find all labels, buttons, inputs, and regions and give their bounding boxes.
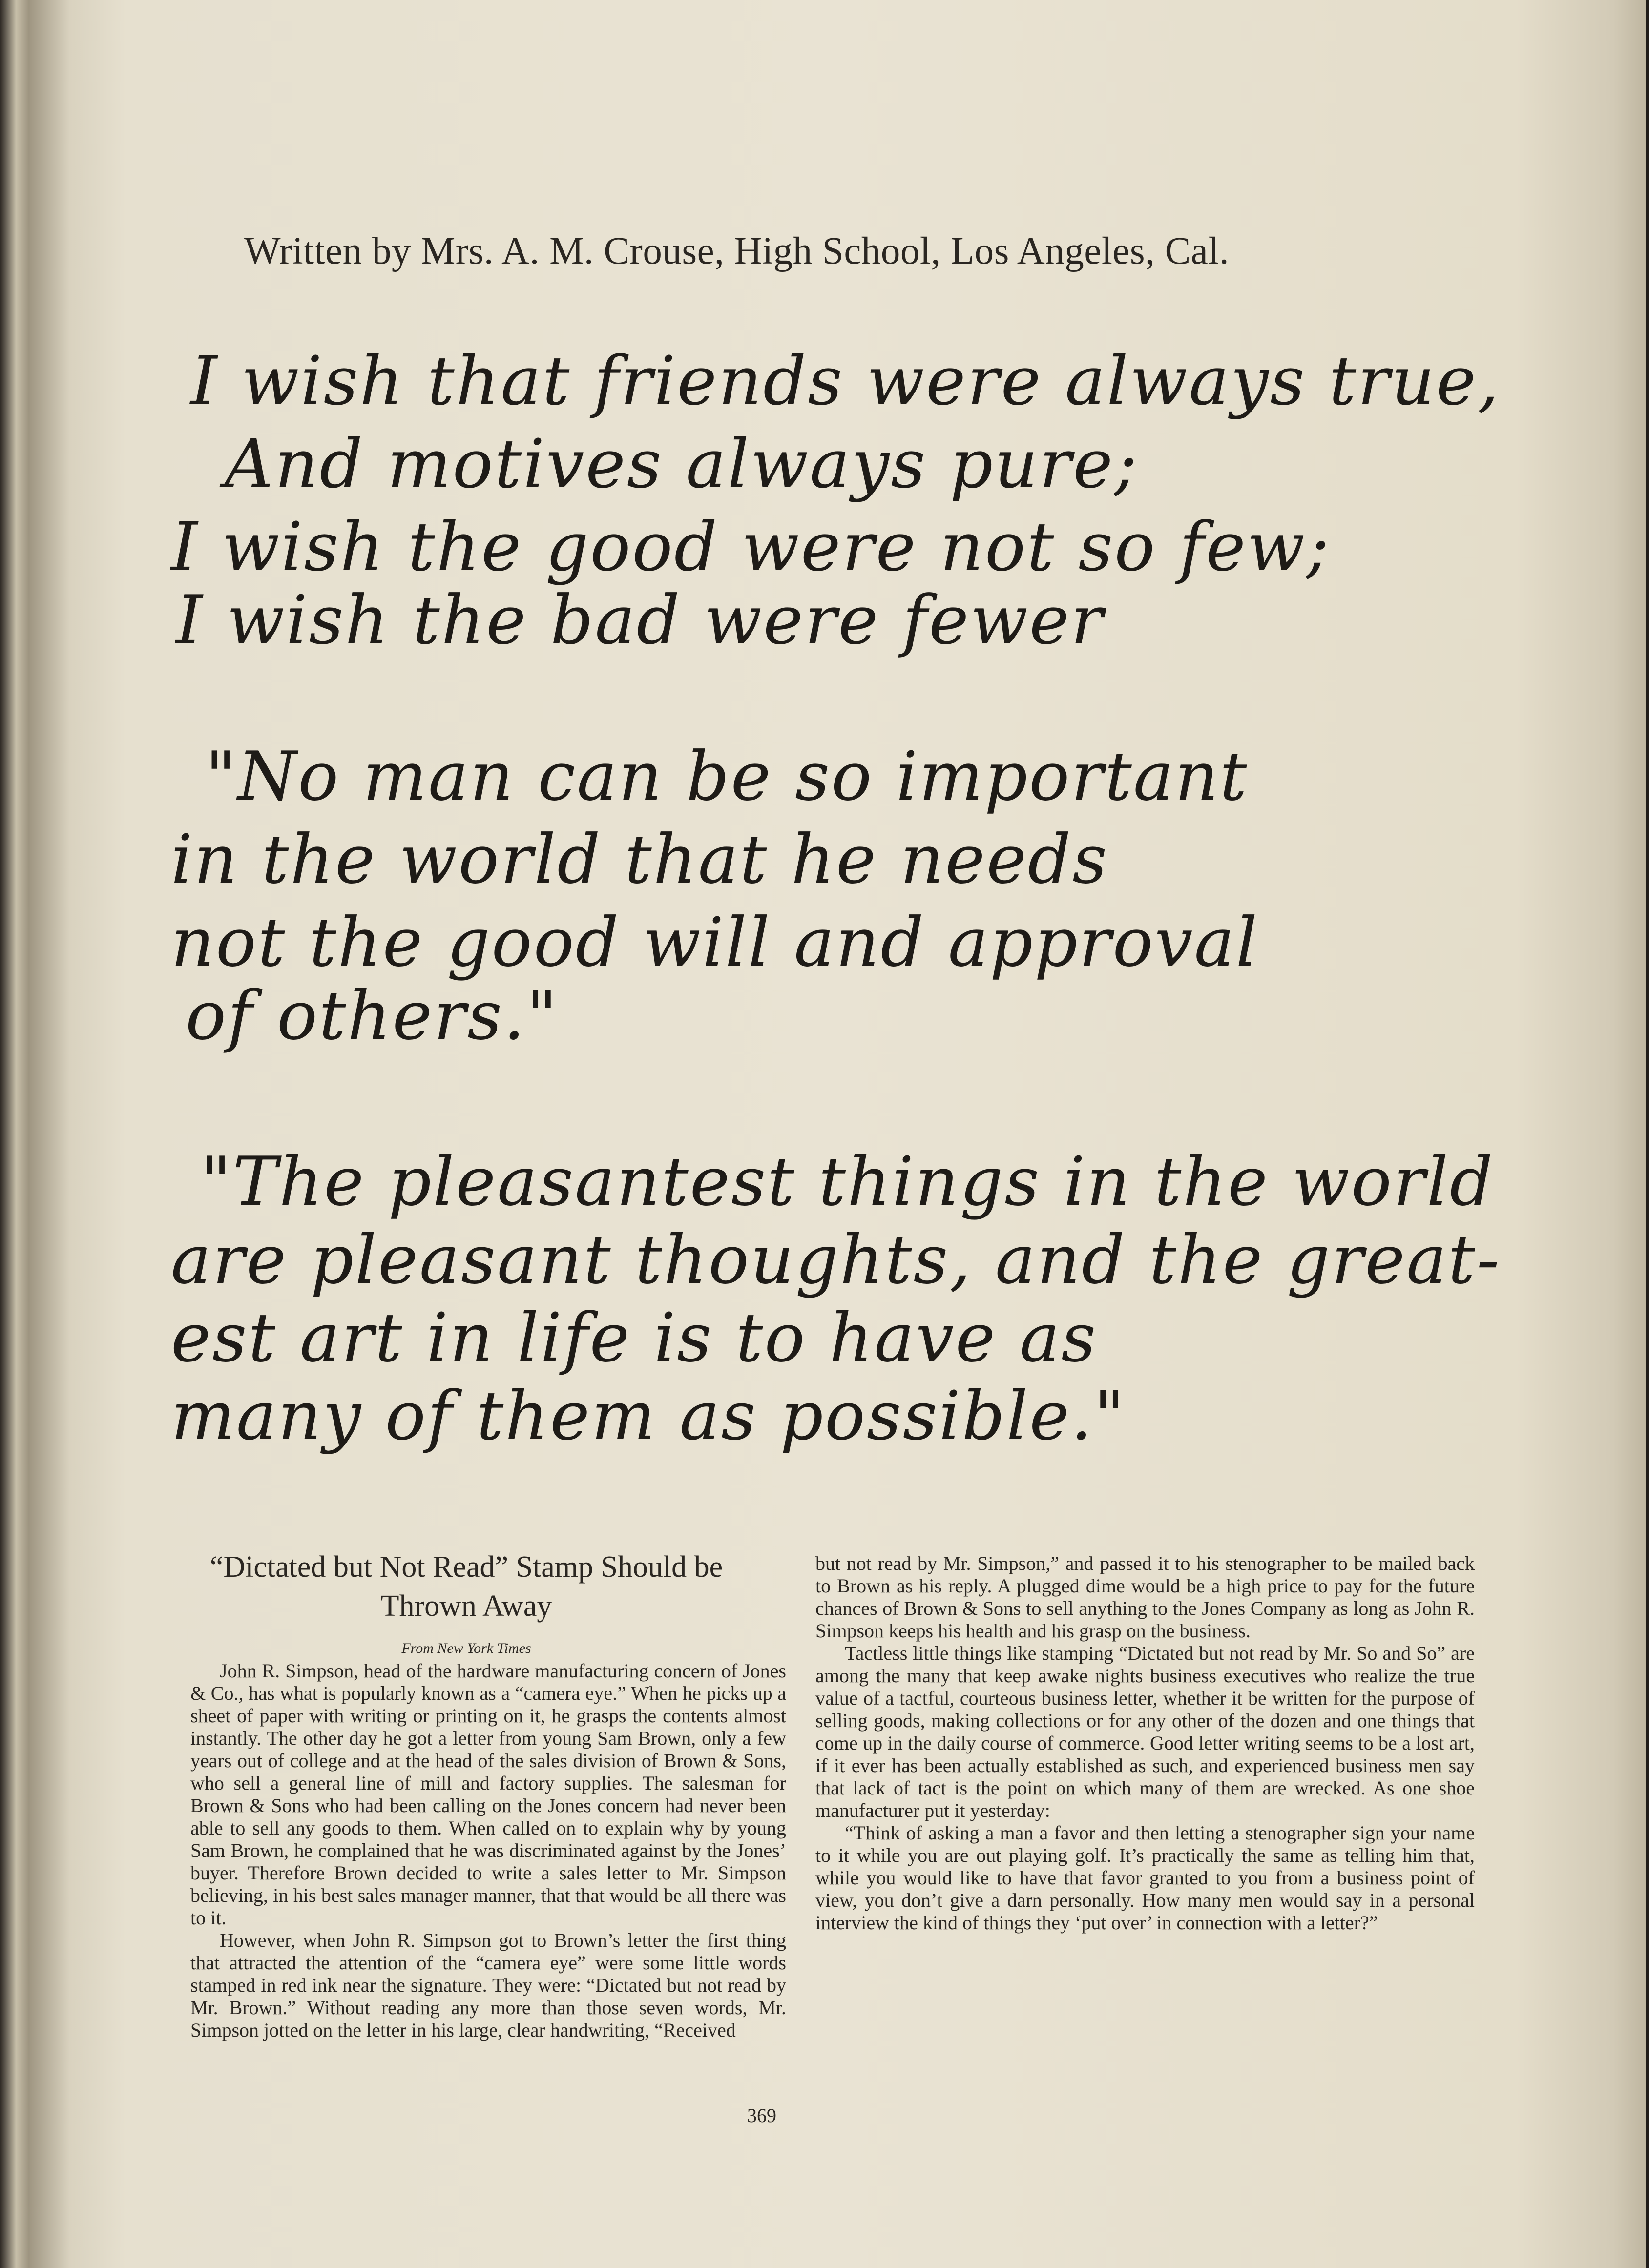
facing-page-edge: [0, 0, 29, 2268]
article-paragraph: “Think of asking a man a favor and then letting a stenographer sign your name to it while you are out playing golf. It’s practically the same as telling him that, while you would like to have that favor granted to you from a business point of view, you don’t give a darn personally. How many men would say in a personal interview the kind of things they ‘put over’ in connection with a letter?”: [815, 1822, 1475, 1934]
quote2-line-2: are pleasant thoughts, and the great-: [171, 1220, 1501, 1299]
article-paragraph: John R. Simpson, head of the hardware manufacturing concern of Jones & Co., has what is popularly known as a “camera eye.” When he picks up a sheet of paper with writing or printing on it, he grasps the contents almost instantly. The other day he got a letter from young Sam Brown, only a few years out of college and at the head of the sales division of Brown & Sons, who sell a general line of mill and factory supplies. The salesman for Brown & Sons who had been calling on the Jones concern had never been able to sell any goods to them. When called on to explain why by young Sam Brown, he complained that he was discriminated against by the Jones’ buyer. Therefore Brown decided to write a sales letter to Mr. Simpson believing, in his best sales manager manner, that that would be all there was to it.: [190, 1660, 786, 1929]
quote1-line-1: "No man can be so important: [205, 737, 1249, 816]
poem-line-3: I wish the good were not so few;: [171, 508, 1331, 586]
article-paragraph: Tactless little things like stamping “Dictated but not read by Mr. So and So” are among the many that keep awake nights business executives who realize the true value of a tactful, courteous business letter, whether it be written for the purpose of selling goods, making collections or for any other of the dozen and one things that come up in the daily course of commerce. Good letter writing seems to be a lost art, if it ever has been actually established as such, and experienced business men say that lack of tact is the point on which many of them are wrecked. As one shoe manufacturer put it yesterday:: [815, 1642, 1475, 1821]
article-source: From New York Times: [401, 1640, 531, 1656]
article-column-left: [190, 1660, 786, 2041]
quote1-line-4: of others.": [186, 976, 559, 1055]
article-paragraph-continued: but not read by Mr. Simpson,” and passed it to his stenographer to be mailed back to Brown as his reply. A plugged dime would be a high price to pay for the future chances of Brown & Sons to sell anything to the Jones Company as long as John R. Simpson keeps his health and his grasp on the business.: [815, 1552, 1475, 1642]
quote1-line-2: in the world that he needs: [171, 820, 1108, 899]
quote2-line-4: many of them as possible.": [171, 1377, 1127, 1455]
poem-line-2: And motives always pure;: [225, 425, 1139, 503]
page-number: 369: [747, 2104, 776, 2126]
quote1-line-3: not the good will and approval: [171, 903, 1259, 982]
quote2-line-1: "The pleasantest things in the world: [200, 1142, 1495, 1221]
magazine-page: [29, 0, 1646, 2268]
page-heading: Written by Mrs. A. M. Crouse, High School, Los Angeles, Cal.: [244, 230, 1230, 272]
article-paragraph: However, when John R. Simpson got to Brown’s letter the first thing that attracted the attention of the “camera eye” were some little words stamped in red ink near the signature. They were: “Dictated but not read by Mr. Brown.” Without reading any more than those seven words, Mr. Simpson jotted on the letter in his large, clear handwriting, “Received: [190, 1929, 786, 2041]
poem-line-4: I wish the bad were fewer: [176, 581, 1105, 660]
article-title: [127, 1547, 806, 1626]
article-column-right: [815, 1552, 1475, 1934]
quote2-line-3: est art in life is to have as: [171, 1299, 1098, 1377]
poem-line-1: I wish that friends were always true,: [190, 342, 1501, 420]
article-title-line-1: “Dictated but Not Read” Stamp Should be: [209, 1550, 723, 1584]
article-title-line-2: Thrown Away: [380, 1589, 552, 1623]
